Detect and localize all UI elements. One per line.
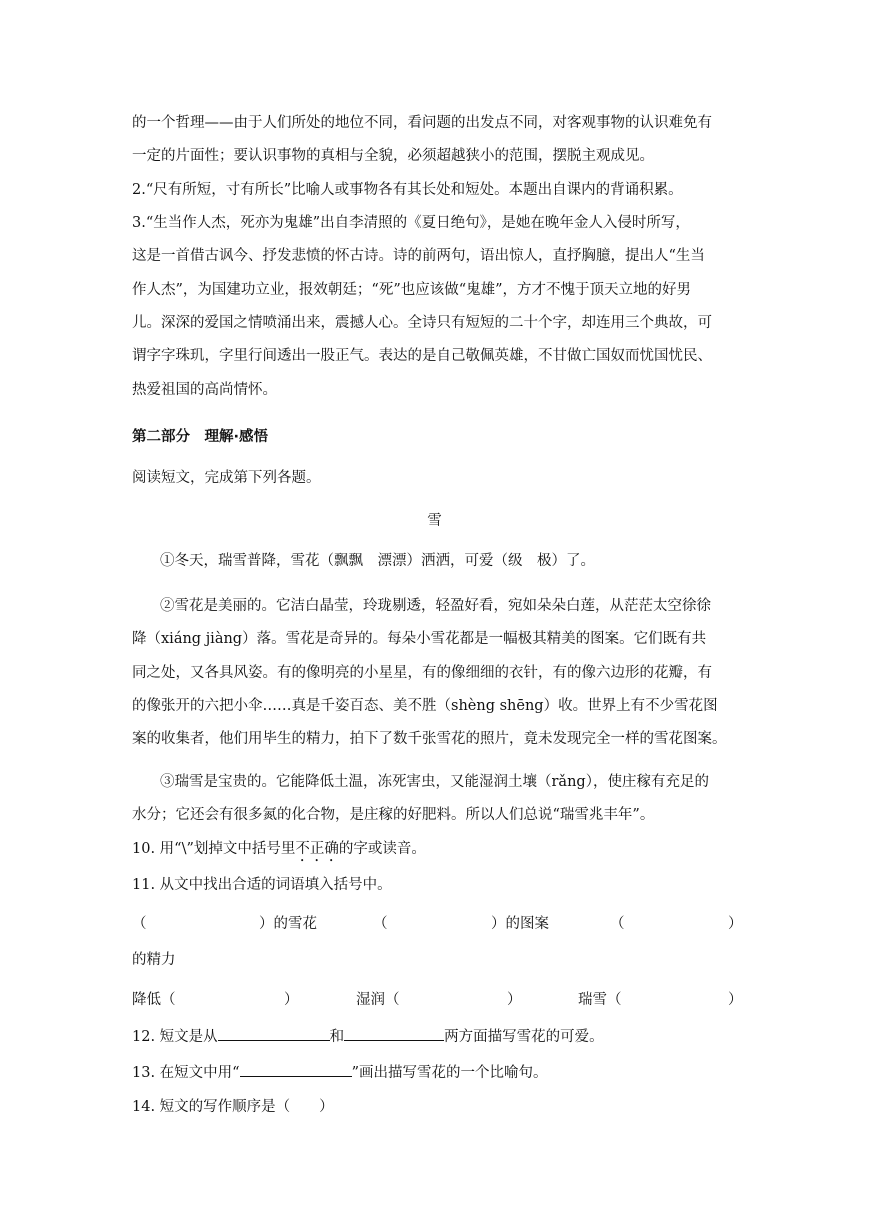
blank-close: ） xyxy=(728,992,743,1008)
question-text: 两方面描写雪花的可爱。 xyxy=(444,1029,604,1045)
answer-blank[interactable] xyxy=(344,1026,444,1041)
blank-label: 瑞雪（ xyxy=(578,992,622,1008)
passage-line: 同之处，又各具风姿。有的像明亮的小星星，有的像细细的衣针，有的像六边形的花瓣，有 xyxy=(132,665,712,681)
passage-line: ③瑞雪是宝贵的。它能降低土温，冻死害虫，又能湿润土壤（rǎng），使庄稼有充足的 xyxy=(160,774,709,790)
passage-line: 水分；它还会有很多氮的化合物，是庄稼的好肥料。所以人们总说“瑞雪兆丰年”。 xyxy=(132,807,655,823)
question-text: 12. 短文是从 xyxy=(132,1029,218,1045)
question-10 xyxy=(132,839,742,865)
intro-line: 一定的片面性；要认识事物的真相与全貌，必须超越狭小的范围，摆脱主观成见。 xyxy=(132,148,654,164)
question-11: 11. 从文中找出合适的词语填入括号中。 xyxy=(132,877,392,893)
blank-close: ） xyxy=(284,992,299,1008)
question-text: 10. 用“\”划掉文中括号里 xyxy=(132,841,296,857)
intro-line: 2.“尺有所短，寸有所长”比喻人或事物各有其长处和短处。本题出自课内的背诵积累。 xyxy=(132,182,683,198)
blank-close: ） xyxy=(728,916,743,932)
passage-line: 案的收集者，他们用毕生的精力，拍下了数千张雪花的照片，竟未发现完全一样的雪花图案。 xyxy=(132,731,727,747)
blank-open: （ xyxy=(132,916,147,932)
blank-open: （ xyxy=(610,916,625,932)
passage-title: 雪 xyxy=(427,513,442,529)
blank-close-label: ）的雪花 xyxy=(259,916,317,932)
blank-label: 湿润（ xyxy=(356,992,400,1008)
intro-line: 热爱祖国的高尚情怀。 xyxy=(132,382,277,398)
question-14: 14. 短文的写作顺序是（ ） xyxy=(132,1099,334,1115)
question-text: 和 xyxy=(329,1029,345,1045)
question-text: ”画出描写雪花的一个比喻句。 xyxy=(351,1065,548,1081)
answer-blank[interactable] xyxy=(218,1026,330,1041)
blank-close-label: ）的图案 xyxy=(491,916,549,932)
question-text: 13. 在短文中用“ xyxy=(132,1065,240,1081)
blank-close: ） xyxy=(507,992,522,1008)
blank-label: 降低（ xyxy=(132,992,176,1008)
intro-line: 3.“生当作人杰，死亦为鬼雄”出自李清照的《夏日绝句》，是她在晚年金人入侵时所写， xyxy=(132,215,690,231)
question-13 xyxy=(132,1062,742,1083)
intro-line: 谓字字珠玑，字里行间透出一股正气。表达的是自己敬佩英雄，不甘做亡国奴而忧国忧民、 xyxy=(132,348,712,364)
intro-line: 作人杰”，为国建功立业，报效朝廷；“死”也应该做“鬼雄”，方才不愧于顶天立地的好男 xyxy=(132,282,692,298)
passage-line: 的像张开的六把小伞……真是千姿百态、美不胜（shèng shēng）收。世界上有不少雪花图 xyxy=(132,698,718,714)
reading-instruction: 阅读短文，完成第下列各题。 xyxy=(132,470,321,486)
passage-line: 降（xiáng jiàng）落。雪花是奇异的。每朵小雪花都是一幅极其精美的图案。它们既有共 xyxy=(132,631,707,647)
emphasized-text: 不正确 xyxy=(295,841,339,857)
blank-open: （ xyxy=(373,916,388,932)
sample-underline xyxy=(240,1062,352,1077)
intro-line: 的一个哲理——由于人们所处的地位不同，看问题的出发点不同，对客观事物的认识难免有 xyxy=(132,115,712,131)
blank-continuation: 的精力 xyxy=(132,952,176,968)
passage-line: ②雪花是美丽的。它洁白晶莹，玲珑剔透，轻盈好看，宛如朵朵白莲，从茫茫太空徐徐 xyxy=(160,598,711,614)
intro-line: 儿。深深的爱国之情喷涌出来，震撼人心。全诗只有短短的二十个字，却连用三个典故，可 xyxy=(132,315,712,331)
question-12 xyxy=(132,1026,742,1047)
intro-line: 这是一首借古讽今、抒发悲愤的怀古诗。诗的前两句，语出惊人，直抒胸臆，提出人“生当 xyxy=(132,248,705,264)
passage-paragraph-1: ①冬天，瑞雪普降，雪花（飘飘 漂漂）洒洒，可爱（级 极）了。 xyxy=(160,553,595,569)
section-heading: 第二部分 理解·感悟 xyxy=(132,429,269,445)
question-text: 的字或读音。 xyxy=(338,841,426,857)
